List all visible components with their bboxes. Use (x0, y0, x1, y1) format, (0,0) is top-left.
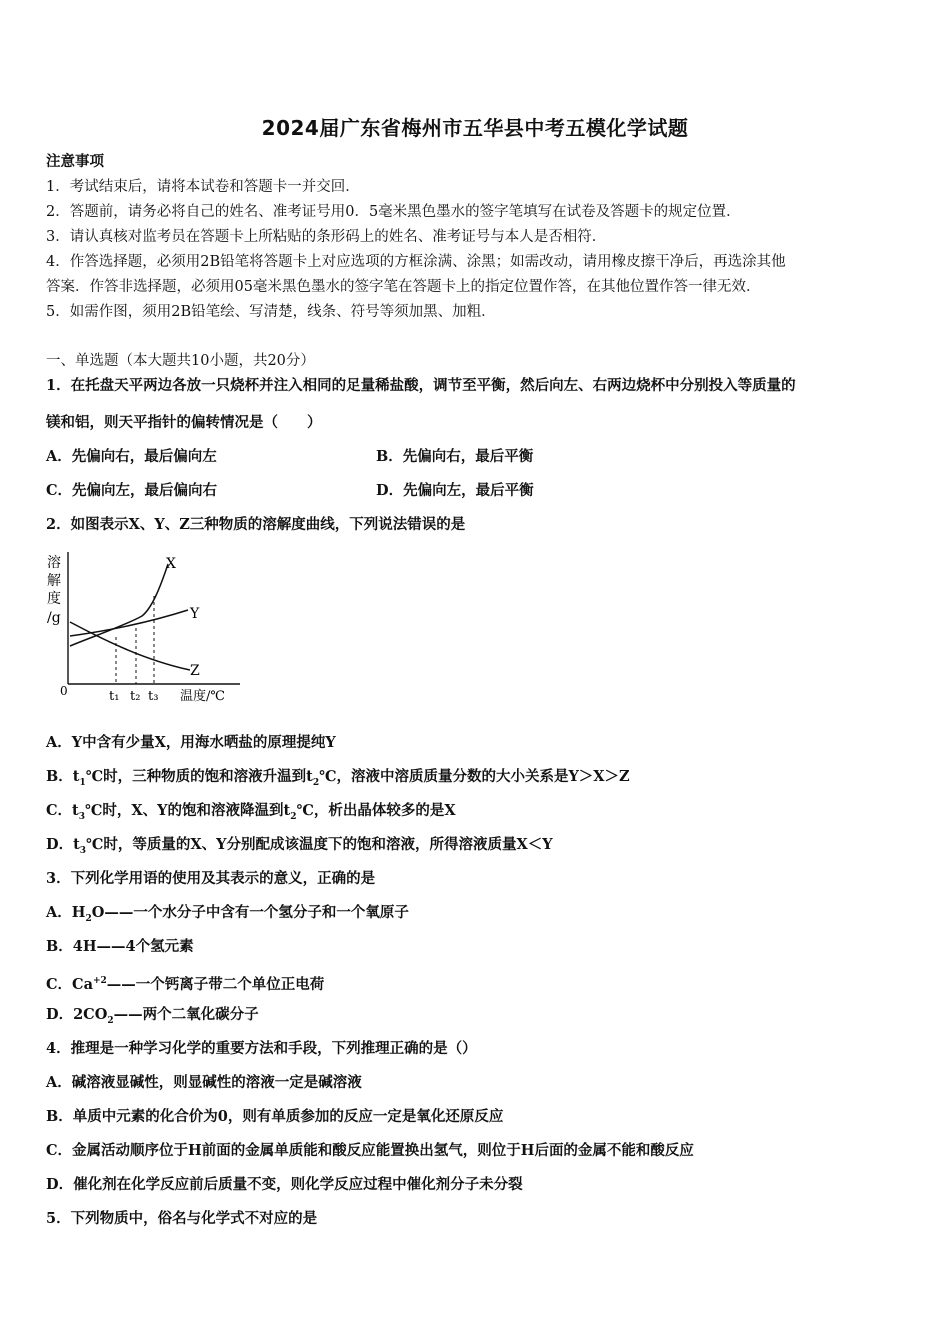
curve-x-label: X (166, 556, 176, 572)
q4-option-c: C．金属活动顺序位于H前面的金属单质能和酸反应能置换出氢气，则位于H后面的金属不能和酸反应 (46, 1142, 694, 1159)
graph-x-label: 温度/℃ (180, 689, 225, 704)
notice-item: 2．答题前，请务必将自己的姓名、准考证号用0．5毫米黑色墨水的签字笔填写在试卷及答题卡的规定位置． (46, 204, 741, 220)
graph-y-label-1: 溶 (47, 555, 61, 571)
tick-t3: t₃ (148, 689, 159, 704)
q3-option-b: B．4H——4个氢元素 (46, 938, 194, 955)
curve-z (70, 622, 190, 670)
tick-t1: t₁ (109, 689, 120, 704)
q1-stem: 1．在托盘天平两边各放一只烧杯并注入相同的足量稀盐酸，调节至平衡，然后向左、右两边烧杯中分别投入等质量的 (46, 377, 796, 394)
page-title: 2024届广东省梅州市五华县中考五模化学试题 (261, 116, 689, 140)
q2-option-b: B．$t_1℃$时，三种物质的饱和溶液升温到$t_2℃$，溶液中溶质质量分数的大小关系是Y＞X＞Z (46, 768, 630, 788)
graph-y-label-3: 度 (47, 591, 61, 607)
q2-option-a: A．Y中含有少量X，用海水晒盐的原理提纯Y (46, 734, 336, 751)
graph-y-label-4: /g (47, 610, 61, 626)
notice-item: 5．如需作图，须用2B铅笔绘、写清楚，线条、符号等须加黑、加粗． (46, 304, 496, 320)
q1-stem-cont: 镁和铝，则天平指针的偏转情况是（ ） (46, 414, 322, 431)
graph-y-label-2: 解 (47, 573, 61, 589)
q1-option-a: A．先偏向右，最后偏向左 (46, 448, 217, 465)
notice-item: 1．考试结束后，请将本试卷和答题卡一并交回． (46, 179, 360, 195)
q2-option-c: C．$t_3℃$时，X、Y的饱和溶液降温到$t_2℃$，析出晶体较多的是X (46, 802, 456, 822)
curve-y-label: Y (190, 606, 200, 622)
notice-item: 4．作答选择题，必须用2B铅笔将答题卡上对应选项的方框涂满、涂黑；如需改动，请用橡皮擦干净后，再选涂其他 (46, 254, 786, 270)
q3-stem: 3．下列化学用语的使用及其表示的意义，正确的是 (46, 870, 376, 887)
q4-option-d: D．催化剂在化学反应前后质量不变，则化学反应过程中催化剂分子未分裂 (46, 1176, 523, 1193)
q3-option-a: A．$H_2O——$一个水分子中含有一个氢分子和一个氧原子 (46, 904, 409, 924)
q3-option-d: D．$2CO_2——$两个二氧化碳分子 (46, 1006, 259, 1026)
section-heading: 一、单选题（本大题共10小题，共20分） (46, 353, 315, 369)
q4-stem: 4．推理是一种学习化学的重要方法和手段，下列推理正确的是（） (46, 1040, 477, 1057)
solubility-graph (44, 548, 244, 708)
q5-stem: 5．下列物质中，俗名与化学式不对应的是 (46, 1210, 318, 1227)
q3-option-c: C．$Ca^{+2}——$一个钙离子带二个单位正电荷 (46, 975, 325, 993)
q2-stem: 2．如图表示X、Y、Z三种物质的溶解度曲线，下列说法错误的是 (46, 516, 466, 533)
q1-option-c: C．先偏向左，最后偏向右 (46, 482, 218, 499)
q1-option-b: B．先偏向右，最后平衡 (376, 448, 534, 465)
notice-item: 3．请认真核对监考员在答题卡上所粘贴的条形码上的姓名、准考证号与本人是否相符． (46, 229, 607, 245)
q4-option-a: A．碱溶液显碱性，则显碱性的溶液一定是碱溶液 (46, 1074, 362, 1091)
notice-heading: 注意事项 (46, 153, 104, 170)
q2-option-d: D．$t_3℃$时，等质量的X、Y分别配成该温度下的饱和溶液，所得溶液质量X＜Y (46, 836, 553, 856)
graph-origin: 0 (60, 684, 68, 698)
notice-item: 答案．作答非选择题，必须用05毫米黑色墨水的签字笔在答题卡上的指定位置作答，在其他位置作答一律无效． (46, 279, 761, 295)
curve-z-label: Z (190, 663, 200, 679)
q1-option-d: D．先偏向左，最后平衡 (376, 482, 534, 499)
tick-t2: t₂ (130, 689, 141, 704)
q4-option-b: B．单质中元素的化合价为0，则有单质参加的反应一定是氧化还原反应 (46, 1108, 504, 1125)
